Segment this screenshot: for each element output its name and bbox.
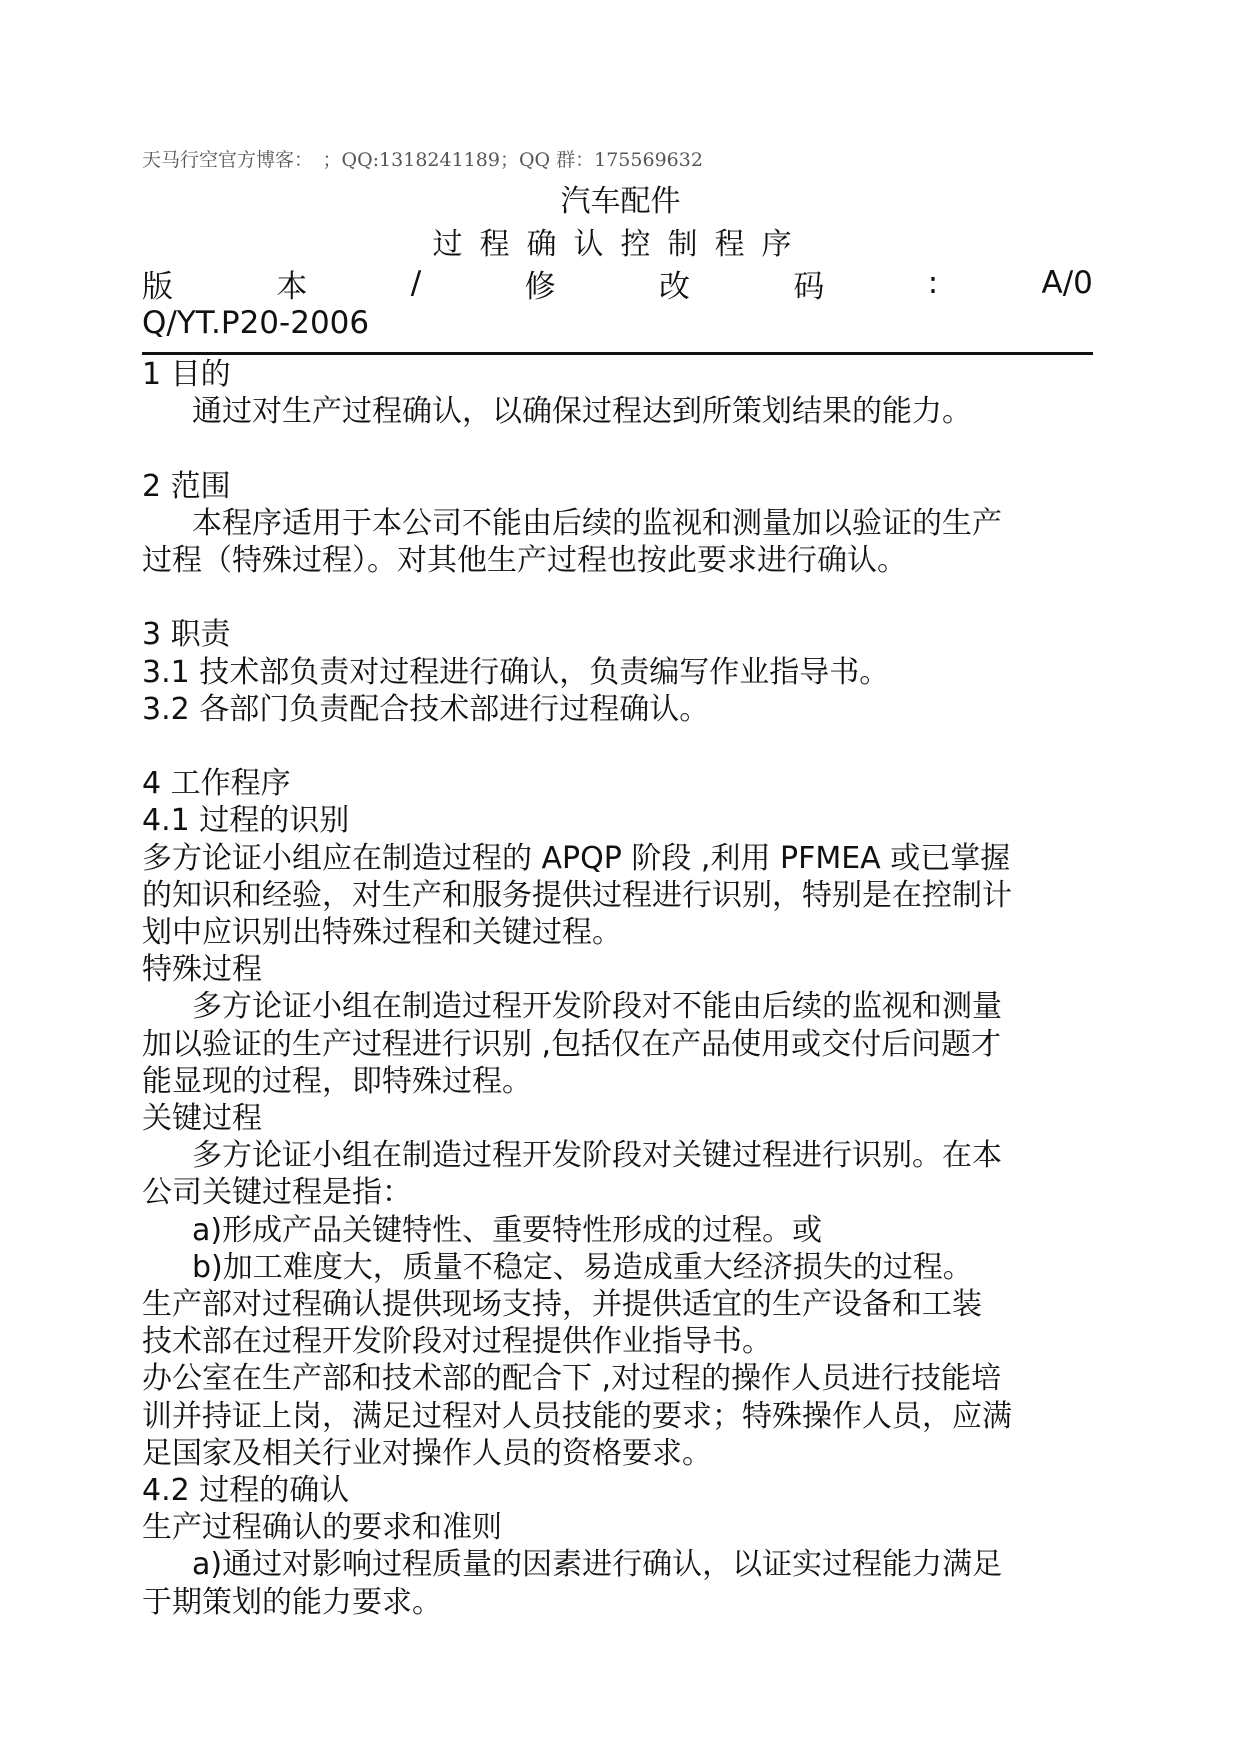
paragraph-line: 于期策划的能力要求。 <box>142 1584 442 1620</box>
document-category: 汽车配件 <box>560 184 681 219</box>
paragraph-line: 加以验证的生产过程进行识别 ,包括仅在产品使用或交付后问题才 <box>142 1026 1002 1062</box>
list-item: b)加工难度大，质量不稳定、易造成重大经济损失的过程。 <box>192 1249 973 1285</box>
version-char: 版 <box>142 268 173 305</box>
version-char: 码 <box>793 268 825 305</box>
subsection-heading: 4.1 过程的识别 <box>142 803 350 839</box>
version-char: 修 <box>524 268 556 305</box>
list-item: a)形成产品关键特性、重要特性形成的过程。或 <box>192 1212 823 1248</box>
paragraph-line: 公司关键过程是指： <box>142 1175 412 1211</box>
list-item: a)通过对影响过程质量的因素进行确认，以证实过程能力满足 <box>192 1547 1003 1583</box>
version-value: A/0 <box>1041 265 1093 301</box>
version-char: : <box>927 265 939 301</box>
section-heading: 2 范围 <box>142 468 231 504</box>
paragraph-line: 通过对生产过程确认，以确保过程达到所策划结果的能力。 <box>192 394 972 430</box>
section-heading: 3 职责 <box>142 617 231 653</box>
section-heading: 4 工作程序 <box>142 766 291 802</box>
paragraph-line: 多方论证小组在制造过程开发阶段对不能由后续的监视和测量 <box>192 989 1002 1025</box>
paragraph-line: 足国家及相关行业对操作人员的资格要求。 <box>142 1435 712 1471</box>
paragraph-line: 划中应识别出特殊过程和关键过程。 <box>142 915 622 950</box>
section-heading: 1 目的 <box>142 357 231 392</box>
paragraph-line: 3.1 技术部负责对过程进行确认，负责编写作业指导书。 <box>142 654 890 690</box>
subsection-heading: 生产过程确认的要求和准则 <box>142 1510 502 1546</box>
version-char: / <box>410 265 422 301</box>
version-line <box>142 262 1093 304</box>
paragraph-line: 的知识和经验，对生产和服务提供过程进行识别，特别是在控制计 <box>142 877 1012 913</box>
document-body <box>142 356 1102 1621</box>
header-divider <box>142 352 1093 355</box>
paragraph-line: 训并持证上岗，满足过程对人员技能的要求；特殊操作人员，应满 <box>142 1398 1012 1434</box>
subsection-heading: 关键过程 <box>142 1101 262 1137</box>
paragraph-line: 多方论证小组在制造过程开发阶段对关键过程进行识别。在本 <box>192 1138 1002 1174</box>
paragraph-line: 技术部在过程开发阶段对过程提供作业指导书。 <box>142 1324 772 1360</box>
spacer <box>142 430 1102 467</box>
subsection-heading: 4.2 过程的确认 <box>142 1473 350 1509</box>
paragraph-line: 能显现的过程，即特殊过程。 <box>142 1063 532 1099</box>
paragraph-line: 多方论证小组应在制造过程的 APQP 阶段 ,利用 PFMEA 或已掌握 <box>142 840 1011 876</box>
version-char: 本 <box>276 268 308 305</box>
document-title: 过程确认控制程序 <box>432 227 809 262</box>
paragraph-line: 过程（特殊过程）。对其他生产过程也按此要求进行确认。 <box>142 543 907 578</box>
paragraph-line: 本程序适用于本公司不能由后续的监视和测量加以验证的生产 <box>192 505 1002 541</box>
paragraph-line: 生产部对过程确认提供现场支持，并提供适宜的生产设备和工装 <box>142 1287 982 1323</box>
paragraph-line: 办公室在生产部和技术部的配合下 ,对过程的操作人员进行技能培 <box>142 1361 1002 1397</box>
spacer <box>142 728 1102 765</box>
subsection-heading: 特殊过程 <box>142 952 262 988</box>
document-code: Q/YT.P20-2006 <box>142 305 370 341</box>
spacer <box>142 579 1102 616</box>
blog-contact-line: 天马行空官方博客： ；QQ:1318241189；QQ 群：175569632 <box>142 149 703 171</box>
paragraph-line: 3.2 各部门负责配合技术部进行过程确认。 <box>142 691 710 727</box>
version-char: 改 <box>658 268 690 305</box>
